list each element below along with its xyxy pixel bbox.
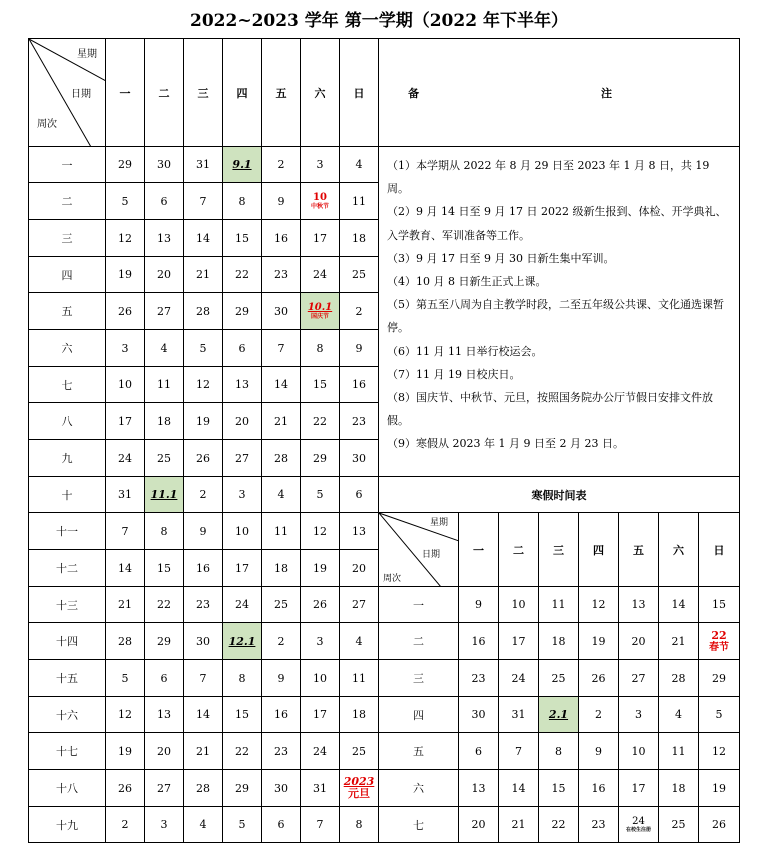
winter-week-label: 一: [379, 587, 459, 623]
date-cell-tue: 30: [145, 147, 184, 183]
winter-date-cell-wed: 11: [539, 587, 579, 623]
date-cell-thu: 10: [223, 513, 262, 550]
date-cell-wed: 7: [184, 660, 223, 697]
date-cell-sun: 4: [340, 623, 379, 660]
winter-date-cell-sun: 15: [699, 587, 740, 623]
winter-day-header-mon: 一: [459, 513, 499, 587]
note-item: （9）寒假从 2023 年 1 月 9 日至 2 月 23 日。: [387, 437, 624, 451]
date-cell-sun: 2: [340, 293, 379, 330]
date-cell-sat: 26: [301, 587, 340, 623]
date-cell-sun: 23: [340, 403, 379, 440]
winter-week-label: 三: [379, 660, 459, 697]
winter-date-cell-thu: 26: [579, 660, 619, 697]
date-cell-thu: 6: [223, 330, 262, 367]
date-cell-thu: 8: [223, 183, 262, 220]
winter-day-header-thu: 四: [579, 513, 619, 587]
date-cell-sat: 19: [301, 550, 340, 587]
holiday-label: 中秋节: [310, 203, 329, 210]
table-row: [29, 660, 740, 697]
holiday-date: 10: [313, 192, 327, 203]
date-cell-thu: 20: [223, 403, 262, 440]
date-cell-wed: 4: [184, 807, 223, 843]
date-cell-fri: 30: [262, 770, 301, 807]
date-cell-mon: 29: [106, 147, 145, 183]
winter-date-cell-wed: 25: [539, 660, 579, 697]
week-label: 十九: [29, 807, 106, 843]
winter-date-cell-sun: 19: [699, 770, 740, 807]
date-cell-tue: 11: [145, 367, 184, 403]
week-label: 十三: [29, 587, 106, 623]
date-cell-fri: 4: [262, 477, 301, 513]
date-cell-tue: 6: [145, 660, 184, 697]
date-cell-sun: 4: [340, 147, 379, 183]
date-cell-tue: 20: [145, 733, 184, 770]
date-cell-thu: 5: [223, 807, 262, 843]
header-corner-cell: [29, 39, 106, 147]
winter-date-cell-mon: 13: [459, 770, 499, 807]
date-cell-wed: 26: [184, 440, 223, 477]
date-cell-wed: 14: [184, 697, 223, 733]
week-label: 六: [29, 330, 106, 367]
date-cell-tue: 20: [145, 257, 184, 293]
winter-date-cell-wed: 8: [539, 733, 579, 770]
date-cell-fri: 9: [262, 183, 301, 220]
week-label: 十七: [29, 733, 106, 770]
winter-day-header-fri: 五: [619, 513, 659, 587]
winter-corner-label-week: 周次: [383, 574, 402, 584]
table-row: [29, 697, 740, 733]
date-cell-fri: 18: [262, 550, 301, 587]
date-cell-sun: 25: [340, 733, 379, 770]
date-cell-tue: 18: [145, 403, 184, 440]
date-cell-sun: 11: [340, 660, 379, 697]
remarks-label-1: 备: [408, 86, 420, 100]
date-cell-tue: 22: [145, 587, 184, 623]
day-header-fri: 五: [262, 39, 301, 147]
winter-date-cell-thu: 9: [579, 733, 619, 770]
winter-date-cell-tue: 7: [499, 733, 539, 770]
date-cell-sun: 16: [340, 367, 379, 403]
date-cell-wed: 21: [184, 733, 223, 770]
week-label: 八: [29, 403, 106, 440]
date-cell-tue: 6: [145, 183, 184, 220]
date-cell-mon: 12: [106, 220, 145, 257]
winter-date-cell-fri: 3: [619, 697, 659, 733]
date-cell-thu: 15: [223, 697, 262, 733]
date-cell-mon: 28: [106, 623, 145, 660]
date-cell-thu: 27: [223, 440, 262, 477]
winter-date-cell-fri: 17: [619, 770, 659, 807]
date-cell-sun: 6: [340, 477, 379, 513]
date-cell-fri: 14: [262, 367, 301, 403]
date-cell-fri: 28: [262, 440, 301, 477]
date-cell-tue: 4: [145, 330, 184, 367]
date-cell-mon: 24: [106, 440, 145, 477]
date-cell-wed: 31: [184, 147, 223, 183]
day-header-sat: 六: [301, 39, 340, 147]
winter-date-cell-tue: 10: [499, 587, 539, 623]
remarks-notes: [379, 147, 740, 477]
date-cell-mon: 26: [106, 293, 145, 330]
date-cell-mon: 5: [106, 660, 145, 697]
holiday-label: 元旦: [348, 787, 370, 800]
date-cell-wed: 12: [184, 367, 223, 403]
date-cell-fri: 2: [262, 623, 301, 660]
date-cell-fri: 16: [262, 697, 301, 733]
winter-date-cell-tue: 17: [499, 623, 539, 660]
date-cell-sat: 8: [301, 330, 340, 367]
winter-week-label: 五: [379, 733, 459, 770]
date-cell-sun: 13: [340, 513, 379, 550]
date-cell-wed: 9: [184, 513, 223, 550]
date-cell-tue: 15: [145, 550, 184, 587]
remarks-label-2: 注: [600, 86, 612, 100]
date-cell-thu: 3: [223, 477, 262, 513]
winter-date-cell-fri: 13: [619, 587, 659, 623]
winter-date-cell-sat: 18: [659, 770, 699, 807]
winter-date-cell-sun: [699, 623, 740, 660]
date-cell-sat: [301, 293, 340, 330]
winter-date-cell-sat: 28: [659, 660, 699, 697]
note-item: （7）11 月 19 日校庆日。: [387, 367, 521, 381]
week-label: 三: [29, 220, 106, 257]
date-cell-wed: 2: [184, 477, 223, 513]
note-item: （8）国庆节、中秋节、元旦，按照国务院办公厅节假日安排文件放假。: [387, 391, 713, 428]
winter-date-cell-mon: 23: [459, 660, 499, 697]
date-cell-tue: 13: [145, 697, 184, 733]
holiday-date: 22: [711, 628, 727, 642]
winter-date-cell-thu: 23: [579, 807, 619, 843]
day-header-tue: 二: [145, 39, 184, 147]
holiday-date: 2023: [343, 775, 375, 788]
day-header-thu: 四: [223, 39, 262, 147]
academic-calendar-table: [28, 38, 740, 843]
date-cell-mon: 3: [106, 330, 145, 367]
week-label: 四: [29, 257, 106, 293]
date-cell-thu: 17: [223, 550, 262, 587]
date-cell-mon: 12: [106, 697, 145, 733]
winter-date-cell-wed: 18: [539, 623, 579, 660]
note-item: （3）9 月 17 日至 9 月 30 日新生集中军训。: [387, 251, 615, 265]
date-cell-sun: 18: [340, 220, 379, 257]
date-cell-wed: 30: [184, 623, 223, 660]
date-cell-thu: 13: [223, 367, 262, 403]
date-cell-wed: 5: [184, 330, 223, 367]
date-cell-sun: 18: [340, 697, 379, 733]
week-label: 十五: [29, 660, 106, 697]
day-header-sun: 日: [340, 39, 379, 147]
date-cell-wed: 21: [184, 257, 223, 293]
date-cell-sat: 5: [301, 477, 340, 513]
date-cell-fri: 30: [262, 293, 301, 330]
holiday-label: 国庆节: [310, 313, 329, 320]
winter-corner-label-date: 日期: [421, 550, 440, 560]
date-cell-tue: 8: [145, 513, 184, 550]
date-cell-mon: 5: [106, 183, 145, 220]
note-item: （5）第五至八周为自主教学时段，二至五年级公共课、文化通选课暂停。: [387, 298, 724, 335]
date-cell-wed: 28: [184, 770, 223, 807]
week-label: 九: [29, 440, 106, 477]
corner-label-date: 日期: [71, 89, 91, 100]
note-item: （2）9 月 14 日至 9 月 17 日 2022 级新生报到、体检、开学典礼、入学教育、军训准备等工作。: [387, 205, 727, 242]
date-cell-mon: 21: [106, 587, 145, 623]
winter-date-cell-sat: 25: [659, 807, 699, 843]
date-cell-wed: 14: [184, 220, 223, 257]
table-row: [29, 147, 740, 183]
winter-date-cell-thu: 12: [579, 587, 619, 623]
date-cell-tue: 11.1: [145, 477, 184, 513]
date-cell-thu: 29: [223, 770, 262, 807]
date-cell-sat: 3: [301, 623, 340, 660]
date-cell-fri: 11: [262, 513, 301, 550]
corner-label-weekday: 星期: [77, 49, 97, 60]
date-cell-tue: 27: [145, 770, 184, 807]
date-cell-fri: 6: [262, 807, 301, 843]
date-cell-sat: 17: [301, 220, 340, 257]
winter-date-cell-fri: 20: [619, 623, 659, 660]
winter-date-cell-sat: 11: [659, 733, 699, 770]
date-cell-thu: 24: [223, 587, 262, 623]
date-cell-sat: 29: [301, 440, 340, 477]
winter-date-cell-thu: 2: [579, 697, 619, 733]
date-cell-mon: 7: [106, 513, 145, 550]
date-cell-fri: 7: [262, 330, 301, 367]
winter-date-cell-tue: 14: [499, 770, 539, 807]
date-cell-wed: 28: [184, 293, 223, 330]
table-row: [29, 513, 740, 550]
winter-date-cell-sat: 21: [659, 623, 699, 660]
date-cell-tue: 29: [145, 623, 184, 660]
date-cell-thu: 15: [223, 220, 262, 257]
week-label: 十二: [29, 550, 106, 587]
date-cell-sat: 31: [301, 770, 340, 807]
winter-date-cell-mon: 9: [459, 587, 499, 623]
winter-date-cell-mon: 20: [459, 807, 499, 843]
date-cell-wed: 16: [184, 550, 223, 587]
date-cell-mon: 19: [106, 733, 145, 770]
note-item: （6）11 月 11 日举行校运会。: [387, 344, 543, 358]
date-cell-thu: 29: [223, 293, 262, 330]
winter-day-header-tue: 二: [499, 513, 539, 587]
winter-date-cell-thu: 19: [579, 623, 619, 660]
winter-week-label: 七: [379, 807, 459, 843]
date-cell-sun: 8: [340, 807, 379, 843]
winter-date-cell-sat: 14: [659, 587, 699, 623]
date-cell-sat: 3: [301, 147, 340, 183]
registration-label: 在校生注册: [625, 827, 651, 833]
winter-week-label: 二: [379, 623, 459, 660]
week-label: 五: [29, 293, 106, 330]
date-cell-sat: 10: [301, 660, 340, 697]
winter-date-cell-wed: 15: [539, 770, 579, 807]
date-cell-sat: 22: [301, 403, 340, 440]
date-cell-sun: 9: [340, 330, 379, 367]
winter-date-cell-fri: 10: [619, 733, 659, 770]
winter-date-cell-fri: 27: [619, 660, 659, 697]
date-cell-mon: 31: [106, 477, 145, 513]
date-cell-thu: 12.1: [223, 623, 262, 660]
corner-label-week: 周次: [37, 119, 57, 130]
date-cell-sat: 12: [301, 513, 340, 550]
date-cell-sun: 11: [340, 183, 379, 220]
date-cell-sun: 30: [340, 440, 379, 477]
date-cell-tue: 13: [145, 220, 184, 257]
date-cell-fri: 2: [262, 147, 301, 183]
registration-date: 24: [632, 816, 645, 827]
date-cell-mon: 14: [106, 550, 145, 587]
day-header-mon: 一: [106, 39, 145, 147]
winter-date-cell-mon: 30: [459, 697, 499, 733]
winter-date-cell-mon: 16: [459, 623, 499, 660]
date-cell-wed: 7: [184, 183, 223, 220]
week-label: 一: [29, 147, 106, 183]
date-cell-mon: 2: [106, 807, 145, 843]
date-cell-sat: [301, 183, 340, 220]
table-row: [29, 477, 740, 513]
date-cell-mon: 26: [106, 770, 145, 807]
date-cell-sun: 27: [340, 587, 379, 623]
holiday-label: 春节: [709, 641, 730, 653]
date-cell-sun: 25: [340, 257, 379, 293]
winter-date-cell-sun: 5: [699, 697, 740, 733]
date-cell-fri: 9: [262, 660, 301, 697]
date-cell-sat: 15: [301, 367, 340, 403]
winter-corner-label-weekday: 星期: [429, 518, 448, 528]
winter-date-cell-sun: 26: [699, 807, 740, 843]
date-cell-sat: 24: [301, 733, 340, 770]
page-title: 2022~2023 学年 第一学期（2022 年下半年）: [190, 11, 568, 31]
winter-date-cell-sun: 12: [699, 733, 740, 770]
winter-date-cell-fri: [619, 807, 659, 843]
note-item: （1）本学期从 2022 年 8 月 29 日至 2023 年 1 月 8 日，共 19 周。: [387, 159, 710, 196]
date-cell-tue: 27: [145, 293, 184, 330]
table-row: [29, 587, 740, 623]
week-label: 七: [29, 367, 106, 403]
winter-date-cell-mon: 6: [459, 733, 499, 770]
week-label: 十八: [29, 770, 106, 807]
date-cell-sat: 24: [301, 257, 340, 293]
winter-day-header-sun: 日: [699, 513, 740, 587]
table-row: [29, 623, 740, 660]
note-item: （4）10 月 8 日新生正式上课。: [387, 275, 547, 289]
winter-week-label: 四: [379, 697, 459, 733]
date-cell-mon: 17: [106, 403, 145, 440]
winter-date-cell-sat: 4: [659, 697, 699, 733]
date-cell-sun: [340, 770, 379, 807]
holiday-date: 10.1: [307, 302, 333, 313]
date-cell-fri: 21: [262, 403, 301, 440]
date-cell-fri: 23: [262, 257, 301, 293]
date-cell-wed: 23: [184, 587, 223, 623]
date-cell-thu: 9.1: [223, 147, 262, 183]
date-cell-wed: 19: [184, 403, 223, 440]
date-cell-sat: 7: [301, 807, 340, 843]
winter-table-title: 寒假时间表: [379, 477, 740, 513]
week-label: 十四: [29, 623, 106, 660]
remarks-header: [379, 39, 740, 147]
table-row: [29, 807, 740, 843]
week-label: 十: [29, 477, 106, 513]
winter-header-corner-cell: [379, 513, 459, 587]
date-cell-thu: 22: [223, 257, 262, 293]
date-cell-sat: 17: [301, 697, 340, 733]
date-cell-fri: 16: [262, 220, 301, 257]
date-cell-thu: 22: [223, 733, 262, 770]
winter-day-header-wed: 三: [539, 513, 579, 587]
week-label: 十六: [29, 697, 106, 733]
winter-date-cell-wed: 22: [539, 807, 579, 843]
table-row: [29, 733, 740, 770]
date-cell-tue: 3: [145, 807, 184, 843]
date-cell-tue: 25: [145, 440, 184, 477]
date-cell-fri: 25: [262, 587, 301, 623]
winter-week-label: 六: [379, 770, 459, 807]
date-cell-sun: 20: [340, 550, 379, 587]
winter-date-cell-tue: 24: [499, 660, 539, 697]
table-row: [29, 770, 740, 807]
winter-date-cell-tue: 31: [499, 697, 539, 733]
winter-date-cell-sun: 29: [699, 660, 740, 697]
winter-date-cell-thu: 16: [579, 770, 619, 807]
day-header-wed: 三: [184, 39, 223, 147]
winter-date-cell-wed: 2.1: [539, 697, 579, 733]
date-cell-thu: 8: [223, 660, 262, 697]
date-cell-mon: 19: [106, 257, 145, 293]
week-label: 二: [29, 183, 106, 220]
date-cell-mon: 10: [106, 367, 145, 403]
date-cell-fri: 23: [262, 733, 301, 770]
week-label: 十一: [29, 513, 106, 550]
winter-date-cell-tue: 21: [499, 807, 539, 843]
winter-day-header-sat: 六: [659, 513, 699, 587]
